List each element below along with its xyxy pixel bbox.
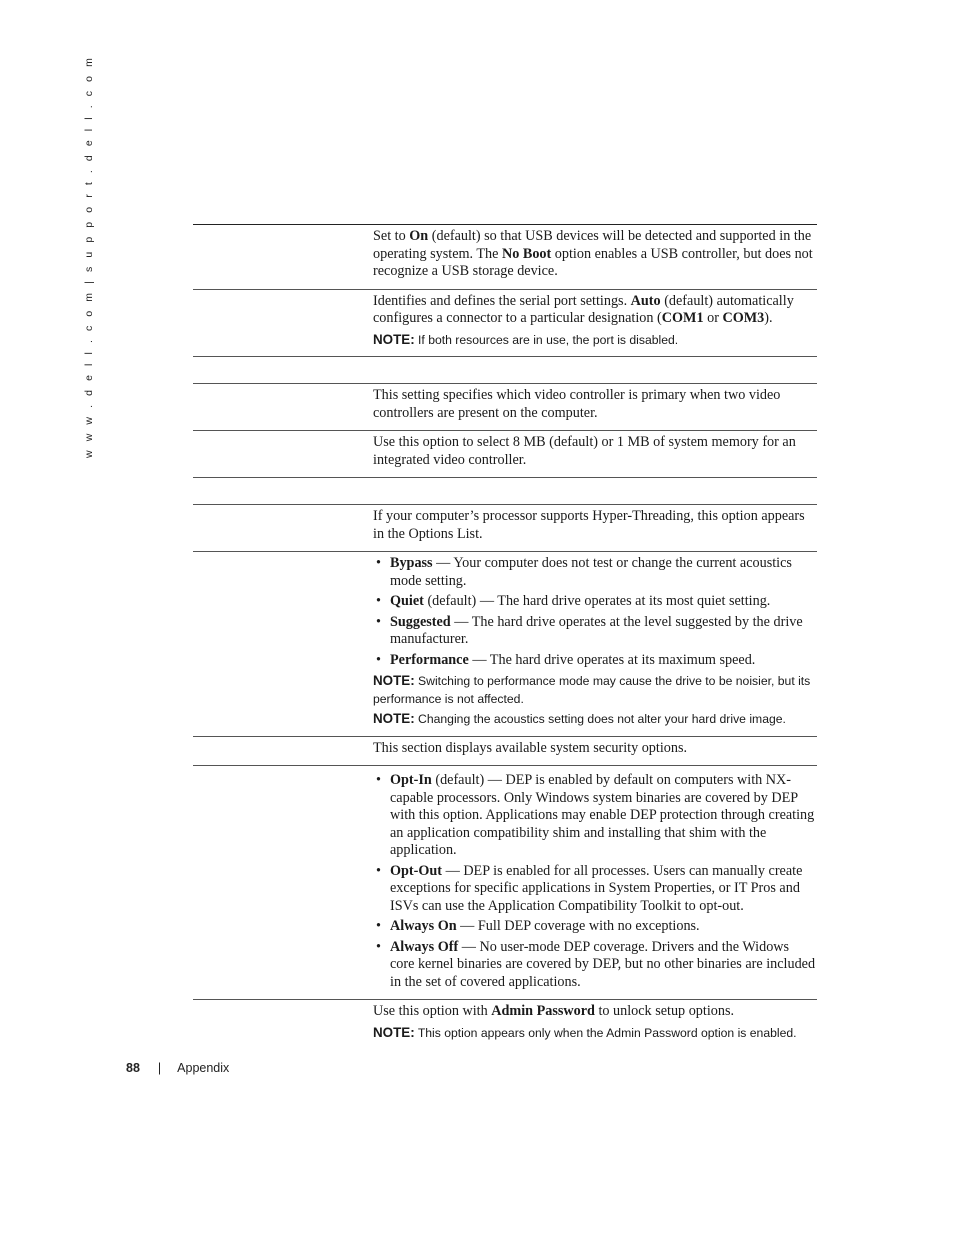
list-item: • Opt-In (default) — DEP is enabled by default on computers with NX-capable processors. Only Windows system binaries are covered by DEP with this option. Applications may enable DEP protection through creating an application compatibility shim and installing that shim with the application. (390, 772, 817, 860)
footer-section-title: Appendix (177, 1061, 230, 1075)
option-description-cell (373, 478, 817, 504)
option-description-cell (373, 431, 817, 477)
list-item: • Bypass — Your computer does not test or change the current acoustics mode setting. (390, 555, 817, 590)
option-description-cell (373, 1000, 817, 1049)
table-row-usb (193, 224, 817, 289)
note: NOTE: If both resources are in use, the port is disabled. (373, 331, 679, 347)
option-name-cell (193, 384, 373, 430)
table-row-security (193, 736, 817, 766)
table-row-primary-video (193, 383, 817, 430)
note: NOTE: This option appears only when the Admin Password option is enabled. (373, 1024, 797, 1040)
video-memory-description: Use this option to select 8 MB (default) or 1 MB of system memory for an integrated video controller. (373, 434, 796, 468)
option-name-cell (193, 552, 373, 736)
table-row-dep (193, 765, 817, 999)
list-item: • Always Off — No user-mode DEP coverage. Drivers and the Widows core kernel binaries are covered by DEP, but no other binaries are included in the set of covered applications. (390, 939, 817, 992)
option-description-cell (373, 225, 817, 289)
table-row-acoustics (193, 551, 817, 736)
page-footer (126, 1061, 229, 1075)
list-item: • Performance — The hard drive operates at its maximum speed. (390, 652, 817, 670)
admin-description: Use this option with Admin Password to unlock setup options. (373, 1003, 735, 1019)
list-item: • Always On — Full DEP coverage with no exceptions. (390, 918, 817, 936)
option-description-cell (373, 505, 817, 551)
option-description-cell (373, 766, 817, 999)
option-description-cell (373, 384, 817, 430)
table-row-serial-port (193, 289, 817, 357)
footer-separator: | (157, 1061, 162, 1075)
usb-description: Set to On (default) so that USB devices will be detected and supported in the operating system. The No Boot option enables a USB controller, but does not recognize a USB storage device. (373, 228, 813, 279)
list-item: • Quiet (default) — The hard drive operates at its most quiet setting. (390, 593, 817, 611)
option-name-cell (193, 1000, 373, 1049)
page-number: 88 (126, 1061, 140, 1075)
table-row-empty (193, 477, 817, 504)
table-row-hyperthreading (193, 504, 817, 551)
option-name-cell (193, 225, 373, 289)
option-name-cell (193, 766, 373, 999)
table-row-empty (193, 356, 817, 383)
serial-description: Identifies and defines the serial port settings. Auto (default) automatically configures a connector to a particular designation (COM1 or COM3). (373, 292, 794, 326)
acoustics-list (373, 555, 817, 669)
setup-options-table (193, 224, 817, 1049)
primary-video-description: This setting specifies which video controller is primary when two video controllers are present on the computer. (373, 387, 781, 421)
side-url-text: w w w . d e l l . c o m | s u p p o r t . d e l l . c o m (83, 55, 95, 458)
option-description-cell (373, 737, 817, 766)
option-description-cell (373, 552, 817, 736)
option-name-cell (193, 431, 373, 477)
option-name-cell (193, 737, 373, 766)
list-item: • Opt-Out — DEP is enabled for all processes. Users can manually create exceptions for specific applications in System Properties, or IT Pros and ISVs can use the Application Compatibility Toolkit to opt-out. (390, 863, 817, 916)
option-description-cell (373, 290, 817, 357)
option-description-cell (373, 357, 817, 383)
option-name-cell (193, 357, 373, 383)
option-name-cell (193, 505, 373, 551)
table-row-video-memory (193, 430, 817, 477)
option-name-cell (193, 290, 373, 357)
table-row-admin-password (193, 999, 817, 1049)
hyperthreading-description: If your computer’s processor supports Hyper-Threading, this option appears in the Options List. (373, 508, 805, 542)
dep-list (373, 772, 817, 991)
note: NOTE: Changing the acoustics setting does not alter your hard drive image. (373, 711, 786, 726)
option-name-cell (193, 478, 373, 504)
note: NOTE: Switching to performance mode may cause the drive to be noisier, but its performance is not affected. (373, 673, 811, 706)
security-description: This section displays available system security options. (373, 739, 688, 756)
list-item: • Suggested — The hard drive operates at the level suggested by the drive manufacturer. (390, 614, 817, 649)
